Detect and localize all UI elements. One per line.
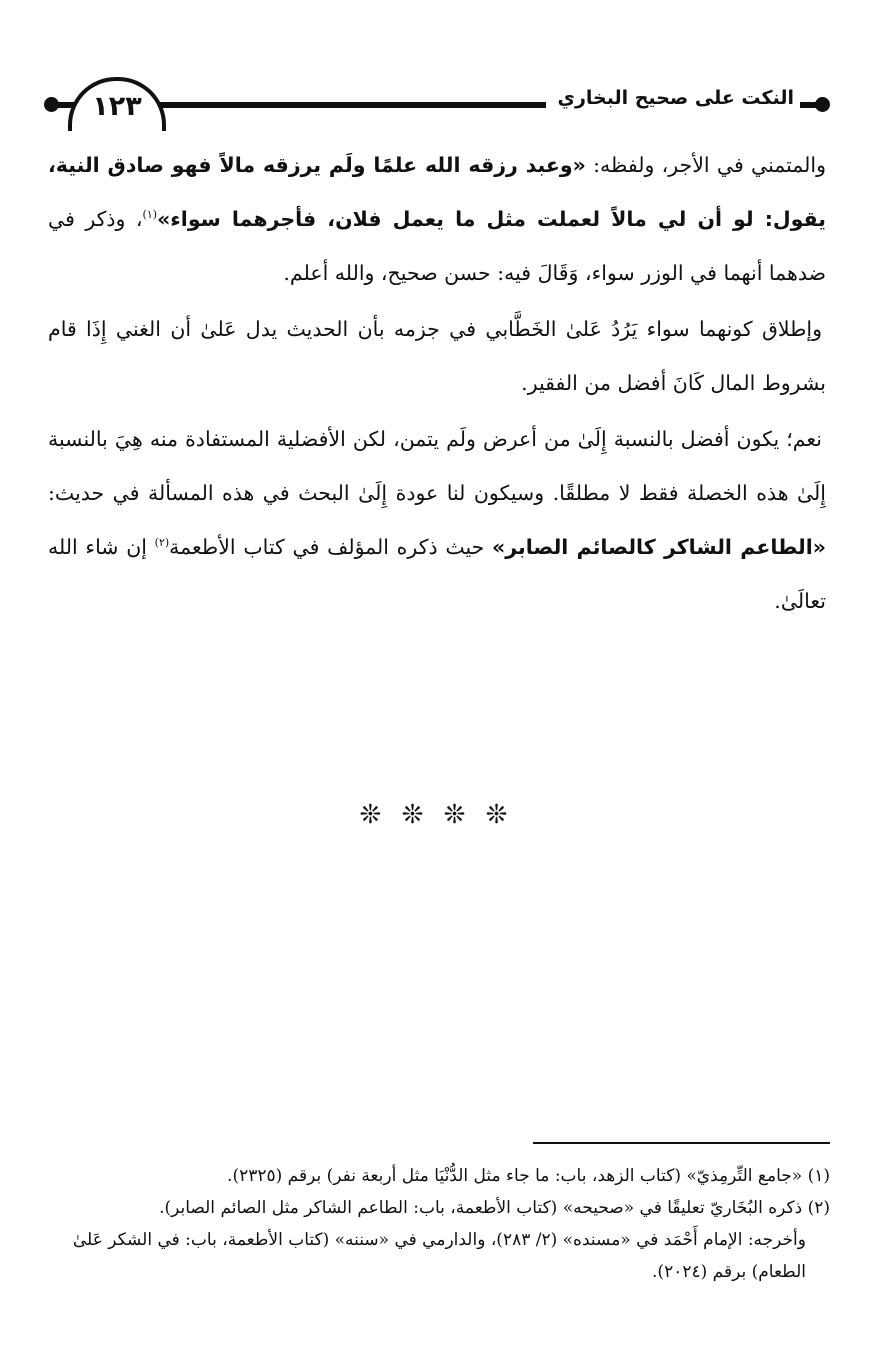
main-text xyxy=(48,138,826,630)
running-title: النكت على صحيح البخاري xyxy=(546,83,800,113)
footnote-ref-2: (٢) xyxy=(154,536,170,550)
section-divider-icon: ❊ ❊ ❊ ❊ xyxy=(359,800,514,830)
paragraph-1 xyxy=(48,138,826,300)
page-header xyxy=(40,74,830,134)
paragraph-2: وإطلاق كونهما سواء يَرُدُ عَلىٰ الخَطَّابي في جزمه بأن الحديث يدل عَلىٰ أن الغني إِذَا قام بشروط المال كَانَ أفضل من الفقير. xyxy=(48,317,826,395)
footnotes xyxy=(56,1160,830,1288)
hadith-quote-2: «الطاعم الشاكر كالصائم الصابر» xyxy=(492,535,826,559)
footnote-2: (٢) ذكره البُخَاريّ تعليقًا في «صحيحه» (كتاب الأطعمة، باب: الطاعم الشاكر مثل الصائم الصابر). xyxy=(159,1198,830,1218)
hadith-quote-1: «وعبد رزقه الله علمًا ولَم يرزقه مالاً فهو صادق النية، يقول: لو أن لي مالاً لعملت مثل ما يعمل فلان، فأجرهما سواء» xyxy=(48,153,826,231)
header-dot-left-icon xyxy=(44,97,59,112)
page-number: ١٢٣ xyxy=(68,77,166,131)
header-dot-right-icon xyxy=(815,97,830,112)
paragraph-3-mid: حيث ذكره المؤلف في كتاب الأطعمة xyxy=(169,535,493,559)
footnote-rule xyxy=(533,1142,830,1144)
paragraph-3-end: إن شاء الله تعالَىٰ. xyxy=(48,535,826,613)
footnote-2-continuation: وأخرجه: الإمام أَحْمَد في «مسنده» (٢/ ٢٨٣)، والدارمي في «سننه» (كتاب الأطعمة، باب: في الشكر عَلىٰ الطعام) برقم (٢٠٢٤). xyxy=(72,1230,806,1282)
footnote-1: (١) «جامع التِّرمِذيّ» (كتاب الزهد، باب: ما جاء مثل الدُّنْيَا مثل أربعة نفر) برقم (٢٣٢٥). xyxy=(227,1166,830,1186)
paragraph-1-rest: ، وذكر في ضدهما أنهما في الوزر سواء، وَقَالَ فيه: حسن صحيح، والله أعلم. xyxy=(48,207,826,285)
paragraph-3 xyxy=(48,412,826,628)
paragraph-3-intro: نعم؛ يكون أفضل بالنسبة إِلَىٰ من أعرض ولَم يتمن، لكن الأفضلية المستفادة منه هِيَ بالنسبة إِلَىٰ هذه الخصلة فقط لا مطلقًا. وسيكون لنا عودة إِلَىٰ البحث في هذه المسألة في حديث: xyxy=(48,427,826,505)
footnote-ref-1: (١) xyxy=(142,208,158,222)
paragraph-1-intro: والمتمني في الأجر، ولفظه: xyxy=(585,153,826,177)
